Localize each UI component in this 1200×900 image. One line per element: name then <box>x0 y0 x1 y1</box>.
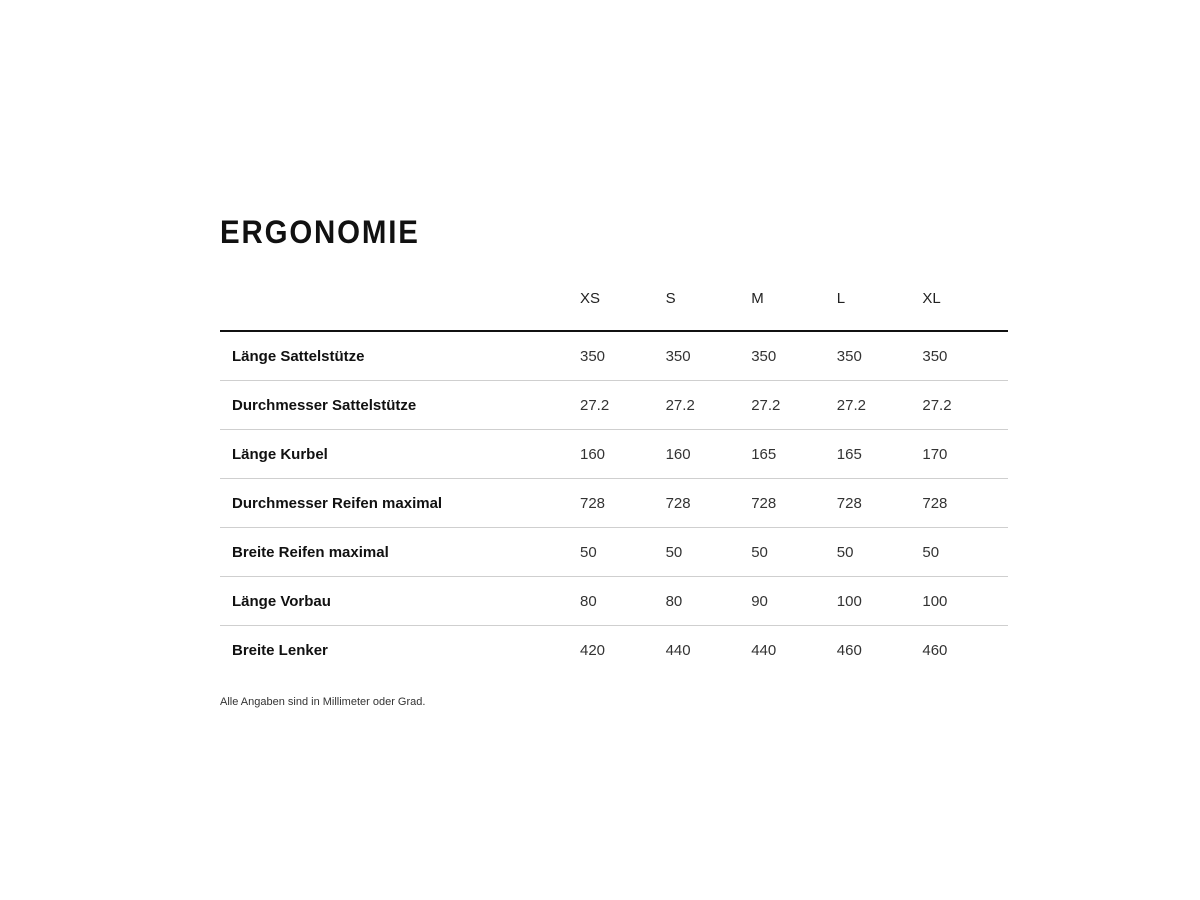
section-title: ERGONOMIE <box>220 214 420 250</box>
table-cell: 728 <box>580 479 666 528</box>
table-cell: 170 <box>922 430 1008 479</box>
table-cell: 350 <box>580 331 666 381</box>
table-cell: 90 <box>751 577 837 626</box>
table-cell: 460 <box>922 641 948 659</box>
column-header-s: S <box>666 290 752 331</box>
row-label: Länge Vorbau <box>220 577 580 626</box>
table-cell: 728 <box>837 479 923 528</box>
table-cell: 50 <box>580 528 666 577</box>
table-cell: 50 <box>922 528 1008 577</box>
table-cell: 728 <box>666 479 752 528</box>
row-label: Breite Lenker <box>232 641 328 659</box>
table-cell: 420 <box>580 641 606 659</box>
table-row <box>220 381 1008 430</box>
table-cell: 27.2 <box>751 381 837 430</box>
table-cell: 27.2 <box>666 381 752 430</box>
table-cell: 160 <box>666 430 752 479</box>
table-cell: 27.2 <box>922 381 1008 430</box>
header-empty-cell <box>220 290 580 331</box>
table-cell: 80 <box>580 577 666 626</box>
row-label: Breite Reifen maximal <box>220 528 580 577</box>
table-cell: 350 <box>922 331 1008 381</box>
table-header-row <box>220 290 1008 331</box>
table-row <box>220 528 1008 577</box>
table-cell: 440 <box>665 641 691 659</box>
table-cell: 80 <box>666 577 752 626</box>
table-cell: 50 <box>837 528 923 577</box>
table-cell: 165 <box>837 430 923 479</box>
table-cell: 728 <box>751 479 837 528</box>
table-cell: 50 <box>666 528 752 577</box>
row-label: Länge Kurbel <box>220 430 580 479</box>
table-row <box>220 331 1008 381</box>
row-label: Länge Sattelstütze <box>220 331 580 381</box>
table-cell: 165 <box>751 430 837 479</box>
table-row <box>220 626 1008 675</box>
row-label: Durchmesser Reifen maximal <box>220 479 580 528</box>
table-cell: 100 <box>922 577 1008 626</box>
table-row <box>220 577 1008 626</box>
units-footnote: Alle Angaben sind in Millimeter oder Grad. <box>220 696 426 708</box>
column-header-xl: XL <box>922 290 1008 331</box>
table-cell: 728 <box>922 479 1008 528</box>
table-row <box>220 479 1008 528</box>
table-cell: 160 <box>580 430 666 479</box>
table-cell: 440 <box>751 641 777 659</box>
column-header-m: M <box>751 290 837 331</box>
table-cell: 460 <box>836 641 862 659</box>
table-cell: 350 <box>666 331 752 381</box>
table-cell: 27.2 <box>837 381 923 430</box>
table-cell: 100 <box>837 577 923 626</box>
table-cell: 50 <box>751 528 837 577</box>
column-header-l: L <box>837 290 923 331</box>
table-cell: 350 <box>751 331 837 381</box>
column-header-xs: XS <box>580 290 666 331</box>
ergonomics-section <box>220 212 996 708</box>
table-row <box>220 430 1008 479</box>
ergonomics-table <box>220 290 1008 674</box>
row-label: Durchmesser Sattelstütze <box>220 381 580 430</box>
table-cell: 350 <box>837 331 923 381</box>
table-cell: 27.2 <box>580 381 666 430</box>
